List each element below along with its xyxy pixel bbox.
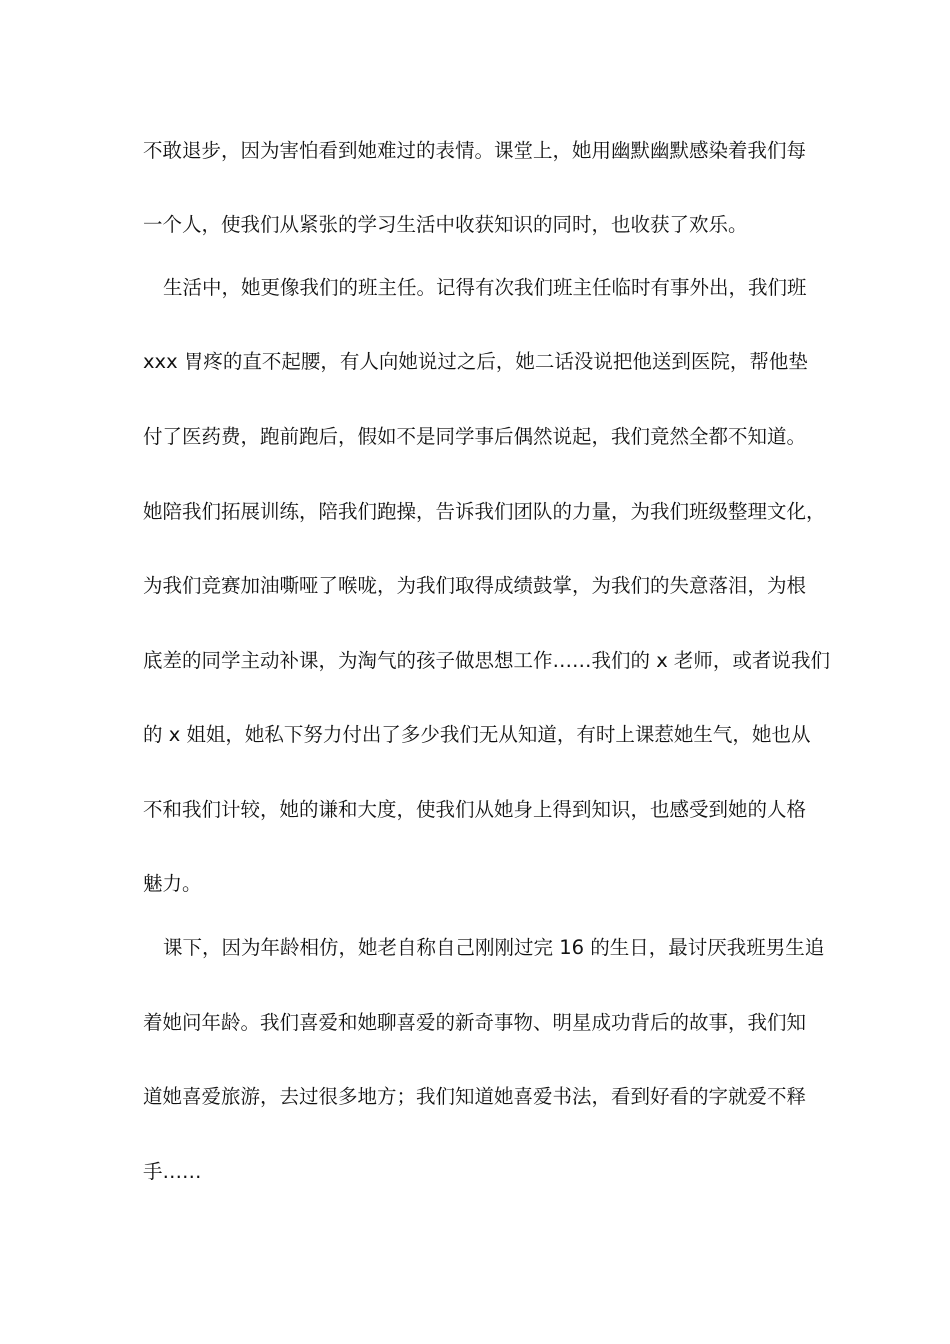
text-line-5: 付了医药费，跑前跑后，假如不是同学事后偶然说起，我们竟然全都不知道。 <box>143 425 807 448</box>
text-line-4: xxx 胃疼的直不起腰，有人向她说过之后，她二话没说把他送到医院，帮他垫 <box>143 350 808 373</box>
text-line-8: 底差的同学主动补课，为淘气的孩子做思想工作……我们的 x 老师，或者说我们 <box>143 649 830 672</box>
text-line-10: 不和我们计较，她的谦和大度，使我们从她身上得到知识，也感受到她的人格 <box>143 798 807 821</box>
text-line-13: 着她问年龄。我们喜爱和她聊喜爱的新奇事物、明星成功背后的故事，我们知 <box>143 1011 807 1034</box>
text-line-11: 魅力。 <box>143 872 202 895</box>
text-line-9: 的 x 姐姐，她私下努力付出了多少我们无从知道，有时上课惹她生气，她也从 <box>143 723 811 746</box>
text-line-15: 手…… <box>143 1160 202 1183</box>
text-line-1: 不敢退步，因为害怕看到她难过的表情。课堂上，她用幽默幽默感染着我们每 <box>143 139 807 162</box>
text-line-6: 她陪我们拓展训练，陪我们跑操，告诉我们团队的力量，为我们班级整理文化， <box>143 500 826 523</box>
paragraph-3-line-1: 课下，因为年龄相仿，她老自称自己刚刚过完 16 的生日，最讨厌我班男生追 <box>163 936 825 959</box>
paragraph-2-line-1: 生活中，她更像我们的班主任。记得有次我们班主任临时有事外出，我们班 <box>163 276 807 299</box>
text-line-14: 道她喜爱旅游，去过很多地方；我们知道她喜爱书法，看到好看的字就爱不释 <box>143 1085 807 1108</box>
text-line-2: 一个人，使我们从紧张的学习生活中收获知识的同时，也收获了欢乐。 <box>143 213 748 236</box>
text-line-7: 为我们竞赛加油嘶哑了喉咙，为我们取得成绩鼓掌，为我们的失意落泪，为根 <box>143 574 807 597</box>
